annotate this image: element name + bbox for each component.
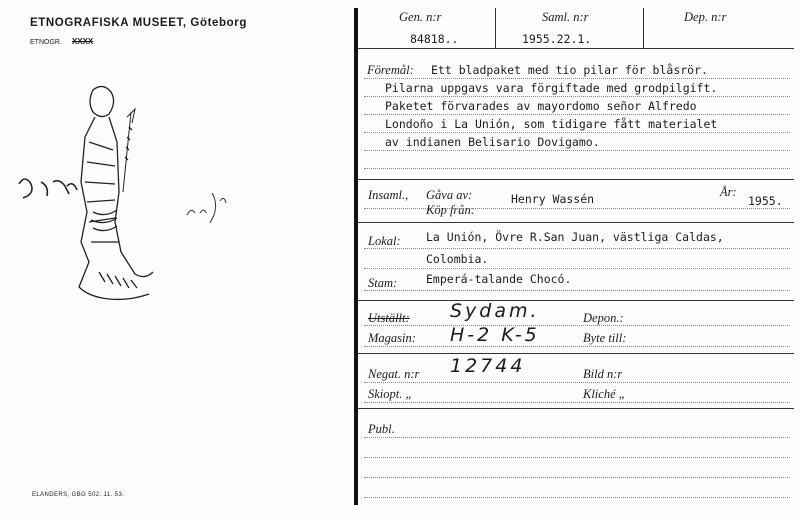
rule: [364, 248, 790, 249]
gava-label: Gåva av:: [426, 188, 473, 202]
insaml-value: Henry Wassén: [511, 192, 595, 206]
rule: [364, 325, 790, 326]
rule: [364, 437, 790, 438]
kliche-label: Kliché „: [583, 387, 626, 401]
museum-name: ETNOGRAFISKA MUSEET, Göteborg: [30, 17, 247, 29]
rule: [364, 150, 790, 151]
stam-label: Stam:: [368, 276, 398, 290]
object-sketch: [15, 72, 175, 312]
rule: [364, 78, 790, 79]
magasin-label: Magasin:: [368, 331, 416, 345]
rule: [364, 477, 790, 478]
rule: [364, 382, 790, 383]
column-divider: [643, 8, 644, 48]
foremal-label: Föremål:: [367, 63, 414, 77]
foremal-line-3: Paketet förvarades av mayordomo señor Alfredo: [385, 99, 697, 113]
saml-label: Saml. n:r: [542, 10, 589, 24]
saml-value: 1955.22.1.: [522, 32, 592, 46]
negat-label: Negat. n:r: [368, 367, 420, 381]
bild-label: Bild n:r: [583, 367, 623, 381]
foremal-line-4: Londoño i La Unión, som tidigare fått materialet: [385, 117, 718, 131]
skiopt-label: Skiopt. „: [368, 387, 413, 401]
lokal-label: Lokal:: [368, 234, 401, 248]
department-label: ETNOGR. XXXX: [30, 37, 94, 46]
rule: [364, 497, 790, 498]
rule: [358, 353, 794, 354]
rule: [364, 114, 790, 115]
rule: [358, 179, 794, 180]
kop-label: Köp från:: [426, 203, 475, 217]
byte-label: Byte till:: [583, 331, 627, 345]
rule: [358, 408, 794, 409]
gen-value: 84818..: [410, 32, 459, 46]
utstallt-label: Utställt:: [368, 311, 410, 325]
rule: [364, 268, 790, 269]
rule: [358, 300, 794, 301]
lokal-line-2: Colombia.: [426, 252, 489, 266]
foremal-line-1: Ett bladpaket med tio pilar för blåsrör.: [431, 63, 708, 77]
stam-value: Emperá-talande Chocó.: [426, 272, 572, 286]
publ-label: Publ.: [368, 422, 395, 436]
rule: [364, 290, 790, 291]
rule: [358, 48, 794, 49]
gen-label: Gen. n:r: [399, 10, 442, 24]
ar-value: 1955.: [748, 194, 783, 208]
insaml-label: Insaml.,: [368, 188, 409, 202]
department-struck: XXXX: [71, 37, 94, 46]
utstallt-value: Sydam.: [450, 300, 540, 322]
column-divider: [495, 8, 496, 48]
negat-value: 12744: [450, 355, 526, 377]
rule: [364, 132, 790, 133]
lokal-line-1: La Unión, Övre R.San Juan, västliga Caldas,: [426, 230, 724, 244]
rule: [364, 402, 790, 403]
dep-label: Dep. n:r: [684, 10, 727, 24]
foremal-line-2: Pilarna uppgavs vara förgiftade med grodpilgift.: [385, 81, 718, 95]
pencil-mark: [182, 185, 242, 225]
rule: [364, 96, 790, 97]
rule: [358, 222, 794, 223]
magasin-value: H-2 K-5: [450, 324, 540, 346]
printer-imprint: ELANDERS, GBG 502. 11. 53.: [32, 492, 125, 498]
foremal-line-5: av indianen Belisario Dovigamo.: [385, 135, 600, 149]
rule: [364, 168, 790, 169]
rule: [364, 346, 790, 347]
ar-label: År:: [720, 185, 737, 199]
rule: [364, 457, 790, 458]
depon-label: Depon.:: [583, 311, 624, 325]
card-divider: [354, 8, 358, 505]
rule: [364, 208, 790, 209]
